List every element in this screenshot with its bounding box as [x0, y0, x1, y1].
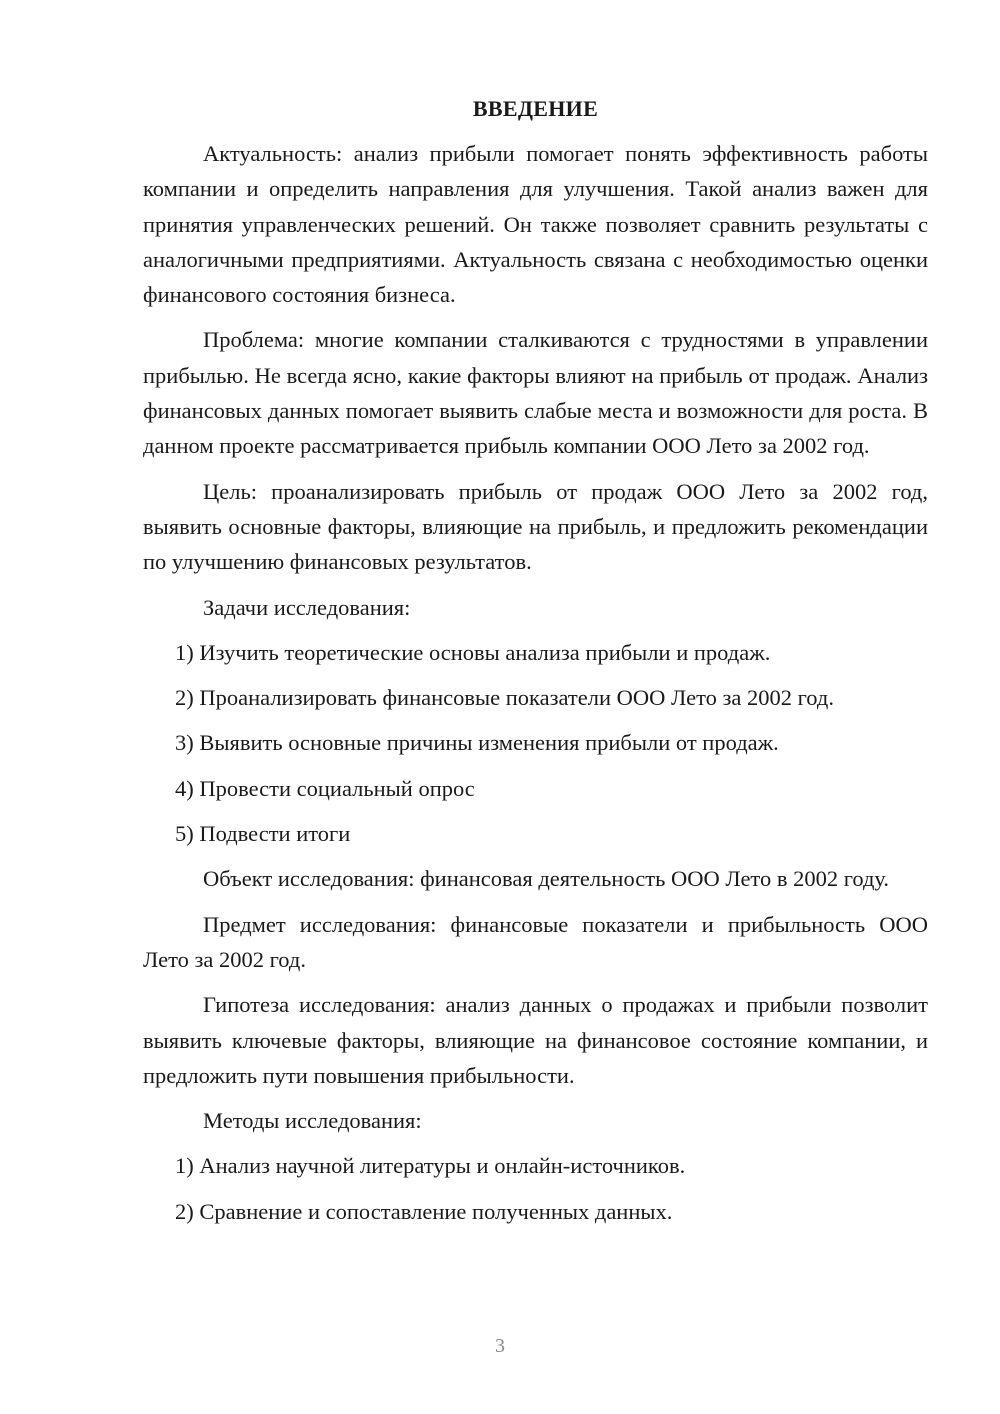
method-item: 1) Анализ научной литературы и онлайн-источников. [175, 1153, 686, 1179]
task-item: 1) Изучить теоретические основы анализа прибыли и продаж. [175, 639, 771, 665]
task-item: 5) Подвести итоги [175, 821, 351, 847]
page-number: 3 [495, 1335, 505, 1357]
hypothesis-paragraph: Гипотеза исследования: анализ данных о продажах и прибыли позволит выявить ключевые факторы, влияющие на финансовое состояние компании, и предложить пути повышения прибыльности. [143, 992, 928, 1088]
object-paragraph: Объект исследования: финансовая деятельность ООО Лето в 2002 году. [203, 866, 890, 892]
task-item: 3) Выявить основные причины изменения прибыли от продаж. [175, 730, 779, 756]
document-page [143, 96, 928, 1239]
relevance-paragraph: Актуальность: анализ прибыли помогает понять эффективность работы компании и определить направления для улучшения. Такой анализ важен для принятия управленческих решений. Он также позволяет сравнить результаты с аналогичными предприятиями. Актуальность связана с необходимостью оценки финансового состояния бизнеса. [143, 141, 928, 308]
tasks-heading: Задачи исследования: [203, 594, 411, 620]
task-item: 4) Провести социальный опрос [175, 775, 475, 801]
goal-paragraph: Цель: проанализировать прибыль от продаж ООО Лето за 2002 год, выявить основные факторы, влияющие на прибыль, и предложить рекомендации по улучшению финансовых результатов. [143, 478, 928, 575]
methods-heading: Методы исследования: [203, 1108, 422, 1134]
problem-paragraph: Проблема: многие компании сталкиваются с трудностями в управлении прибылью. Не всегда ясно, какие факторы влияют на прибыль от продаж. Анализ финансовых данных помогает выявить слабые места и возможности для роста. В данном проекте рассматривается прибыль компании ООО Лето за 2002 год. [143, 327, 928, 459]
method-item: 2) Сравнение и сопоставление полученных данных. [175, 1198, 673, 1224]
section-title: ВВЕДЕНИЕ [472, 96, 599, 121]
subject-paragraph: Предмет исследования: финансовые показатели и прибыльность ООО Лето за 2002 год. [143, 911, 928, 972]
task-item: 2) Проанализировать финансовые показатели ООО Лето за 2002 год. [175, 685, 834, 711]
